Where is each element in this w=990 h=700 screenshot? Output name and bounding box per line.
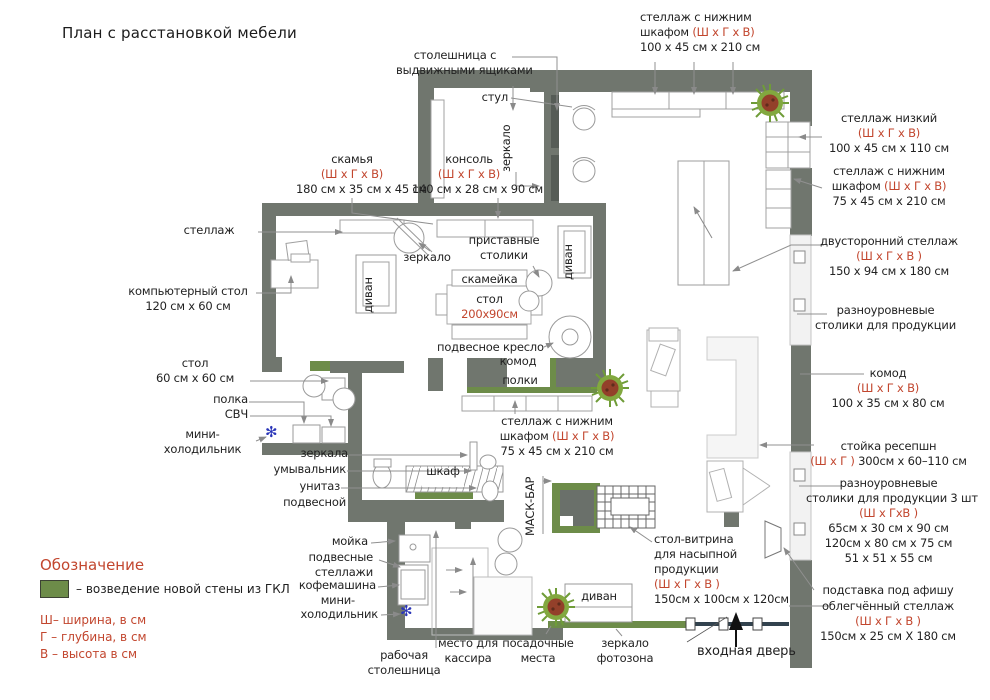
label-stol-60: стол 60 см х 60 см: [155, 356, 235, 385]
label-divan-2: диван: [561, 244, 575, 280]
label-komod-niche: комод: [499, 354, 537, 368]
legend-wall-item: – возведение новой стены из ГКЛ: [76, 582, 290, 596]
label-vhodnaya-dver: входная дверь: [697, 644, 796, 659]
label-moyka: мойка: [331, 534, 368, 548]
label-stul: стул: [481, 90, 508, 104]
legend-title: Обозначение: [40, 556, 145, 574]
label-unitaz: унитаз: [299, 479, 340, 493]
label-komp-stol: компьютерный стол 120 см х 60 см: [128, 284, 248, 313]
label-stol-vitrina: стол-витрина для насыпной продукции (Ш х Г х В ) 150см х 100см х 120см: [654, 532, 789, 606]
label-dvustoronniy: двусторонний стеллаж (Ш х Г х В ) 150 х 94 см х 180 см: [820, 234, 958, 278]
legend-width: Ш– ширина, в см: [40, 613, 147, 627]
label-reception: стойка ресепшн (Ш х Г ) 300см х 60–110 см: [810, 439, 967, 468]
label-skameyka: скамейка: [461, 272, 518, 286]
label-mask-bar: МАСК-БАР: [523, 476, 537, 536]
label-polka: полка: [213, 392, 248, 406]
label-kofemashina: кофемашина: [298, 578, 376, 592]
label-stellazh-75-bottom: стеллаж с нижним шкафом (Ш х Г х В) 75 х 45 см х 210 см: [499, 414, 615, 458]
label-zerkalo-vert: зеркало: [499, 124, 513, 172]
label-posadochnye: посадочные места: [502, 636, 574, 665]
legend: [40, 556, 290, 663]
label-komod-right: комод (Ш х Г х В) 100 х 35 см х 80 см: [831, 366, 945, 410]
label-stellazh-75-right: стеллаж с нижним шкафом (Ш х Г х В) 75 х 45 см х 210 см: [831, 164, 947, 208]
label-podvesnye: подвесные: [308, 550, 373, 564]
label-divan-1: диван: [361, 277, 375, 313]
label-zerkalo-lounge: зеркало: [403, 250, 451, 264]
label-pristavnye: приставные столики: [468, 233, 540, 262]
label-podvesnoy: подвесной: [283, 495, 346, 509]
label-polki: полки: [502, 373, 538, 387]
fridge-icon: ✻: [265, 423, 278, 441]
label-stol-200: стол 200х90см: [461, 292, 518, 321]
label-svch: СВЧ: [224, 407, 248, 421]
label-stellazh-left: стеллаж: [183, 223, 235, 237]
label-mini-2: мини-: [320, 593, 355, 607]
new-wall-swatch: [40, 580, 69, 598]
label-umyvalnik: умывальник: [273, 462, 346, 476]
label-konsol: консоль (Ш х Г х В) 140 см х 28 см х 90 см: [412, 152, 544, 196]
label-mini-holodilnik-1: мини- холодильник: [163, 427, 242, 456]
legend-depth: Г – глубина, в см: [40, 630, 147, 644]
label-podstavka: подставка под афишу: [822, 583, 954, 597]
label-rabochaya: рабочая столешница: [367, 648, 441, 677]
label-skamya: скамья (Ш х Г х В) 180 см х 35 см х 45 см: [296, 152, 428, 196]
label-fotozona: зеркало фотозона: [596, 636, 654, 665]
label-stoleshnica: столешница с выдвижными ящиками: [396, 48, 533, 77]
page-title: План с расстановкой мебели: [62, 24, 297, 42]
label-zerkala: зеркала: [300, 446, 348, 460]
label-holodilnik-2: холодильник: [300, 607, 378, 621]
label-raznourovnevye-1: разноуровневые столики для продукции: [815, 303, 956, 332]
label-kassir: место для кассира: [438, 636, 498, 665]
label-stellazhi: стеллажи: [314, 565, 373, 579]
label-podvesnoe-kreslo: подвесное кресло: [437, 340, 544, 354]
label-shkaf: шкаф: [426, 464, 460, 478]
label-divan-3: диван: [581, 589, 617, 603]
label-stellazh-nizkiy: стеллаж низкий (Ш х Г х В) 100 х 45 см х 110 см: [828, 111, 950, 155]
label-raznourovnevye-3: разноуровневые столики для продукции 3 шт (Ш х ГхВ ) 65см х 30 см х 90 см 120см х 80 см х 75 см 51 х 51 х 55 см: [806, 476, 978, 565]
legend-height: В – высота в см: [40, 647, 138, 661]
label-stellazh-top: стеллаж с нижним шкафом (Ш х Г х В) 100 х 45 см х 210 см: [640, 10, 761, 54]
label-oblegchennyy: облегчённый стеллаж (Ш х Г х В ) 150см х 25 см Х 180 см: [820, 599, 956, 643]
fridge-icon: ✻: [400, 602, 413, 620]
